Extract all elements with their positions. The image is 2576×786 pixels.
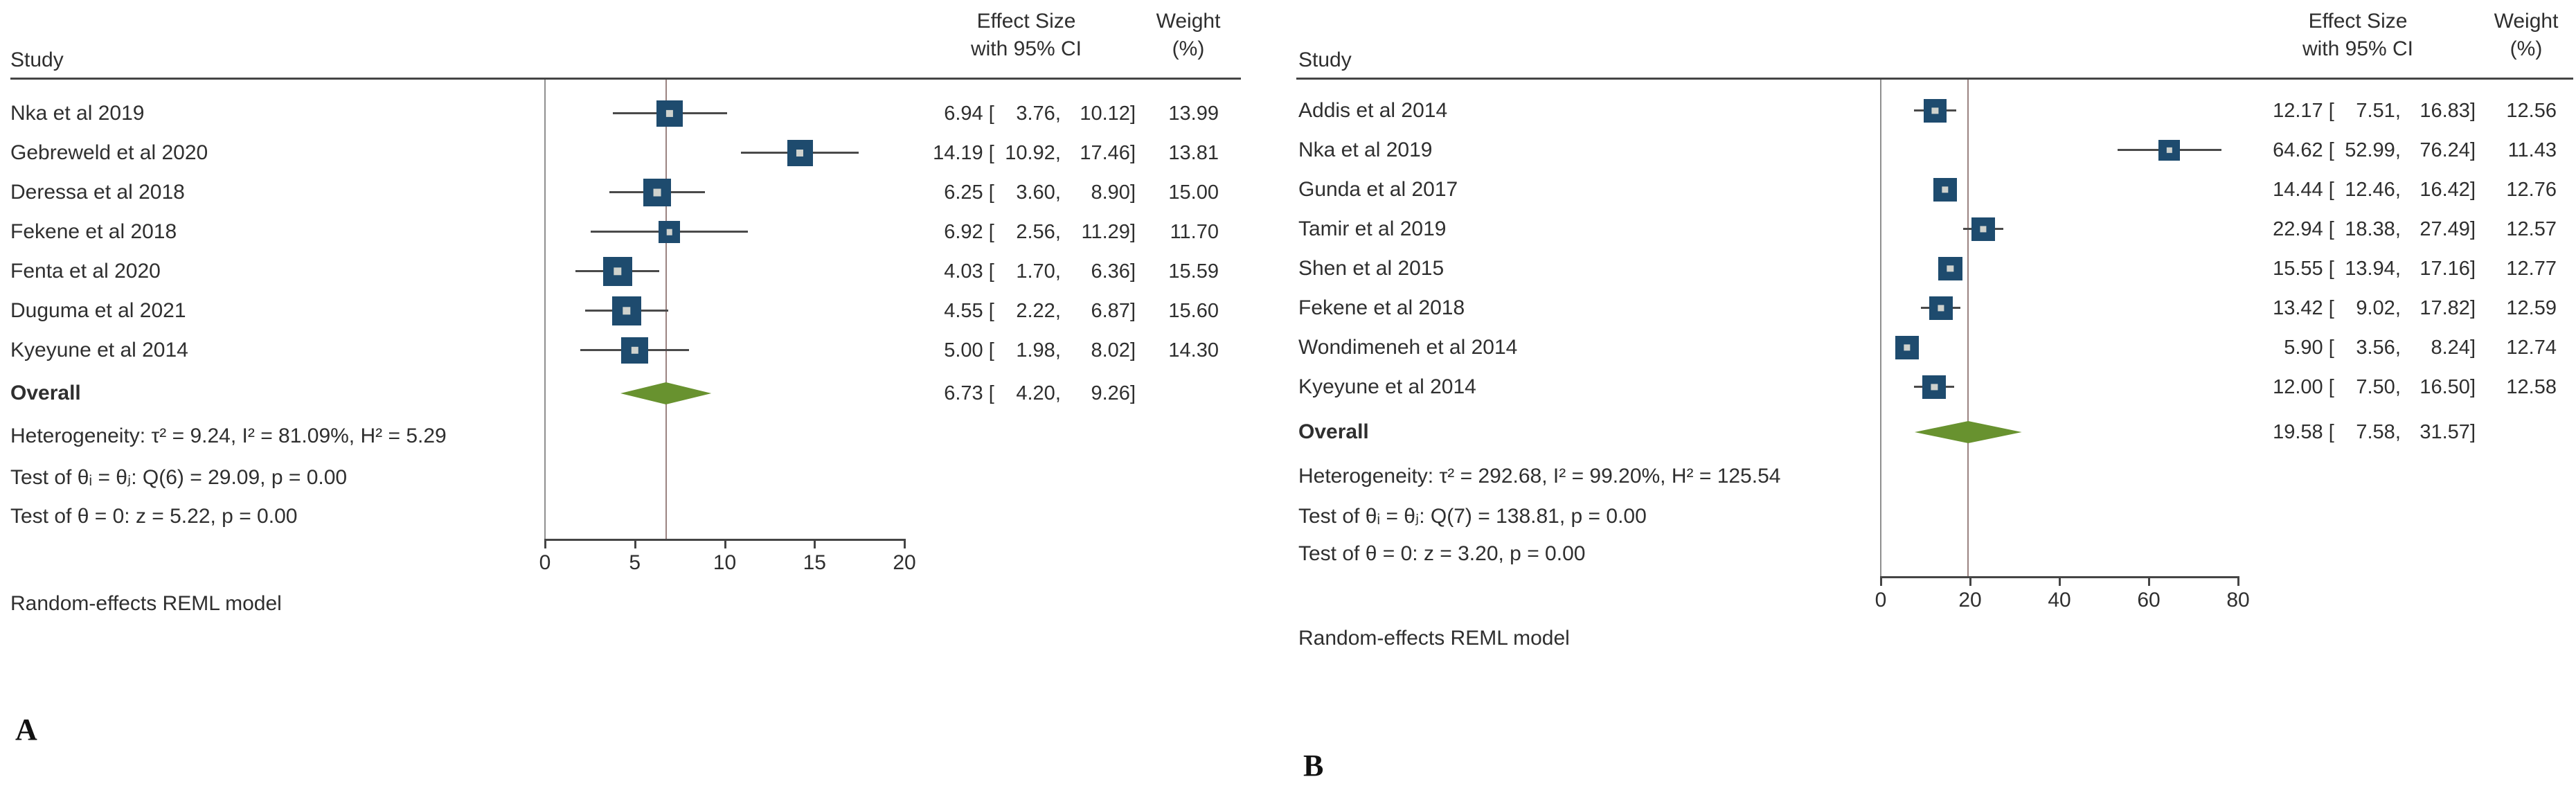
ci-high-value: 10.12: [1080, 102, 1130, 125]
study-column-header: Study: [10, 48, 64, 71]
effect-value: 22.94: [2273, 218, 2323, 240]
bracket-close: ]: [1129, 300, 1136, 322]
panel-letter: B: [1303, 749, 1324, 783]
ci-low-value: 52.99: [2345, 139, 2395, 161]
axis-tick-label: 0: [539, 551, 551, 574]
weight-cell: 15.00: [1168, 181, 1219, 204]
model-note: Random-effects REML model: [1298, 627, 1570, 650]
axis-tick: [1880, 576, 1882, 586]
overall-label: Overall: [10, 382, 81, 404]
panel-letter: A: [15, 713, 37, 747]
effect-square-dot: [2167, 148, 2172, 153]
weight-cell: 11.70: [1170, 221, 1219, 243]
effect-size-cell: [2237, 176, 2476, 204]
axis-tick-label: 40: [2048, 589, 2071, 611]
z-test-text: Test of θ = 0: z = 5.22, p = 0.00: [10, 505, 298, 528]
comma: ,: [2395, 297, 2406, 319]
bracket-close: ]: [1129, 382, 1136, 404]
bracket-open: [: [983, 300, 1000, 322]
ci-low-value: 1.70: [1016, 260, 1055, 283]
ci-high-value: 17.16: [2420, 258, 2470, 280]
bracket-open: [: [2323, 179, 2340, 201]
comma: ,: [1055, 142, 1066, 164]
weight-cell: 13.81: [1168, 142, 1219, 164]
effect-size-cell: [2237, 255, 2476, 283]
ci-high-value: 9.26: [1091, 382, 1130, 404]
effect-value: 64.62: [2273, 139, 2323, 161]
bracket-close: ]: [2469, 337, 2476, 359]
effect-square-dot: [1947, 265, 1953, 271]
weight-header-line1: Weight: [1156, 10, 1221, 33]
bracket-close: ]: [1129, 260, 1136, 283]
bracket-open: [: [2323, 218, 2340, 240]
ci-low-value: 4.20: [1016, 382, 1055, 404]
ci-high-value: 11.29: [1081, 221, 1130, 243]
effect-square-dot: [1904, 344, 1910, 350]
zero-line: [1880, 80, 1881, 576]
bracket-close: ]: [1129, 221, 1136, 243]
comma: ,: [2395, 258, 2406, 280]
ci-high-value: 17.46: [1080, 142, 1130, 164]
axis-tick: [1969, 576, 1971, 586]
ci-high-value: 8.90: [1091, 181, 1130, 204]
effect-value: 14.44: [2273, 179, 2323, 201]
ci-high-value: 8.02: [1091, 339, 1130, 361]
bracket-close: ]: [2469, 297, 2476, 319]
effect-value: 5.00: [944, 339, 983, 361]
weight-cell: 12.74: [2506, 337, 2557, 359]
effect-size-cell: [2237, 97, 2476, 125]
comma: ,: [2395, 179, 2406, 201]
bracket-open: [: [2323, 421, 2340, 443]
axis-tick-label: 60: [2137, 589, 2161, 611]
bracket-open: [: [983, 382, 1000, 404]
axis-tick-label: 10: [713, 551, 737, 574]
overall-effect-line: [1967, 80, 1969, 576]
ci-low-value: 3.60: [1016, 181, 1055, 204]
effect-value: 6.92: [944, 221, 983, 243]
axis-tick-label: 20: [893, 551, 916, 574]
axis-tick-label: 20: [1958, 589, 1982, 611]
ci-high-value: 16.42: [2420, 179, 2470, 201]
effect-value: 6.25: [944, 181, 983, 204]
ci-low-value: 2.22: [1016, 300, 1055, 322]
ci-high-value: 76.24: [2420, 139, 2470, 161]
bracket-close: ]: [2469, 376, 2476, 398]
study-label: Addis et al 2014: [1298, 99, 1448, 122]
z-test-text: Test of θ = 0: z = 3.20, p = 0.00: [1298, 542, 1586, 565]
weight-cell: 14.30: [1168, 339, 1219, 361]
comma: ,: [1055, 260, 1066, 283]
ci-low-value: 9.02: [2356, 297, 2395, 319]
bracket-open: [: [983, 142, 1000, 164]
bracket-close: ]: [2469, 218, 2476, 240]
effect-value: 6.94: [944, 102, 983, 125]
axis-tick-label: 5: [629, 551, 641, 574]
bracket-open: [: [983, 339, 1000, 361]
effect-value: 6.73: [944, 382, 983, 404]
heterogeneity-text: Heterogeneity: τ² = 292.68, I² = 99.20%, H² = 125.54: [1298, 465, 1781, 488]
ci-low-value: 3.76: [1016, 102, 1055, 125]
effect-value: 19.58: [2273, 421, 2323, 443]
bracket-close: ]: [2469, 100, 2476, 122]
bracket-open: [: [2323, 337, 2340, 359]
weight-cell: 12.76: [2506, 179, 2557, 201]
effect-size-cell: [2237, 334, 2476, 361]
effect-square-dot: [1932, 107, 1938, 114]
comma: ,: [2395, 218, 2406, 240]
effect-value: 12.17: [2273, 100, 2323, 122]
weight-cell: 11.43: [2507, 139, 2557, 161]
weight-cell: 12.77: [2506, 258, 2557, 280]
effect-size-cell: [2237, 373, 2476, 401]
comma: ,: [2395, 376, 2406, 398]
effect-square: [1971, 217, 1995, 241]
effect-square: [1929, 296, 1953, 320]
comma: ,: [2395, 337, 2406, 359]
study-label: Nka et al 2019: [10, 102, 145, 125]
axis-tick-label: 80: [2226, 589, 2250, 611]
weight-cell: 12.56: [2506, 100, 2557, 122]
ci-low-value: 3.56: [2356, 337, 2395, 359]
bracket-close: ]: [1129, 102, 1136, 125]
effect-size-cell: [2237, 136, 2476, 164]
bracket-open: [: [983, 260, 1000, 283]
bracket-open: [: [2323, 258, 2340, 280]
weight-cell: 13.99: [1168, 102, 1219, 125]
bracket-open: [: [983, 221, 1000, 243]
effect-square: [1895, 336, 1919, 359]
axis-tick: [2148, 576, 2150, 586]
ci-high-value: 8.24: [2431, 337, 2470, 359]
ci-high-value: 16.50: [2420, 376, 2470, 398]
effect-square-dot: [1980, 226, 1986, 232]
effect-size-cell: [2237, 294, 2476, 322]
bracket-close: ]: [1129, 181, 1136, 204]
effect-square: [1922, 375, 1946, 399]
bracket-close: ]: [2469, 139, 2476, 161]
model-note: Random-effects REML model: [10, 592, 282, 615]
bracket-close: ]: [2469, 179, 2476, 201]
bracket-open: [: [983, 181, 1000, 204]
ci-high-value: 6.87: [1091, 300, 1130, 322]
study-label: Tamir et al 2019: [1298, 217, 1447, 240]
study-label: Gunda et al 2017: [1298, 178, 1458, 201]
bracket-open: [: [2323, 376, 2340, 398]
effect-size-cell: [2237, 418, 2476, 446]
comma: ,: [2395, 139, 2406, 161]
effect-value: 14.19: [933, 142, 983, 164]
effect-square-dot: [1931, 384, 1938, 390]
weight-cell: 15.59: [1168, 260, 1219, 283]
bracket-close: ]: [2469, 421, 2476, 443]
ci-low-value: 18.38: [2345, 218, 2395, 240]
study-label: Kyeyune et al 2014: [10, 339, 188, 361]
ci-low-value: 1.98: [1016, 339, 1055, 361]
bracket-open: [: [983, 102, 1000, 125]
comma: ,: [1055, 300, 1066, 322]
weight-cell: 12.57: [2506, 218, 2557, 240]
effect-square: [1938, 257, 1962, 280]
bracket-close: ]: [1129, 339, 1136, 361]
effect-value: 5.90: [2284, 337, 2323, 359]
effect-size-header-line2: with 95% CI: [2302, 37, 2414, 60]
heterogeneity-text: Heterogeneity: τ² = 9.24, I² = 81.09%, H² = 5.29: [10, 425, 447, 447]
header-rule: [1296, 78, 2573, 80]
effect-square: [2158, 140, 2180, 161]
axis-tick: [2059, 576, 2061, 586]
bracket-open: [: [2323, 100, 2340, 122]
comma: ,: [1055, 339, 1066, 361]
effect-value: 13.42: [2273, 297, 2323, 319]
ci-high-value: 27.49: [2420, 218, 2470, 240]
study-column-header: Study: [1298, 48, 1352, 71]
effect-value: 15.55: [2273, 258, 2323, 280]
effect-square: [1933, 178, 1957, 202]
bracket-close: ]: [2469, 258, 2476, 280]
study-label: Fekene et al 2018: [10, 220, 177, 243]
study-label: Duguma et al 2021: [10, 299, 186, 322]
study-label: Shen et al 2015: [1298, 257, 1444, 280]
effect-size-header-line1: Effect Size: [2308, 10, 2408, 33]
bracket-open: [: [2323, 297, 2340, 319]
overall-diamond: [1915, 421, 2022, 443]
weight-cell: 12.59: [2506, 297, 2557, 319]
effect-square-dot: [1942, 186, 1948, 193]
bracket-close: ]: [1129, 142, 1136, 164]
theta-test-text: Test of θᵢ = θⱼ: Q(6) = 29.09, p = 0.00: [10, 466, 348, 489]
comma: ,: [1055, 221, 1066, 243]
comma: ,: [2395, 421, 2406, 443]
effect-value: 4.55: [944, 300, 983, 322]
ci-low-value: 7.50: [2356, 376, 2395, 398]
axis-tick-label: 15: [803, 551, 826, 574]
weight-header-line2: (%): [2510, 37, 2543, 60]
effect-size-header-line2: with 95% CI: [970, 37, 1082, 60]
ci-high-value: 16.83: [2420, 100, 2470, 122]
effect-value: 12.00: [2273, 376, 2323, 398]
effect-square: [1924, 99, 1947, 123]
ci-low-value: 12.46: [2345, 179, 2395, 201]
comma: ,: [1055, 382, 1066, 404]
ci-low-value: 13.94: [2345, 258, 2395, 280]
weight-cell: 15.60: [1168, 300, 1219, 322]
axis-tick-label: 0: [1875, 589, 1887, 611]
effect-size-cell: [2237, 215, 2476, 243]
ci-high-value: 31.57: [2420, 421, 2470, 443]
study-label: Wondimeneh et al 2014: [1298, 336, 1518, 359]
study-label: Deressa et al 2018: [10, 181, 185, 204]
study-label: Gebreweld et al 2020: [10, 141, 208, 164]
weight-cell: 12.58: [2506, 376, 2557, 398]
theta-test-text: Test of θᵢ = θⱼ: Q(7) = 138.81, p = 0.00: [1298, 505, 1647, 528]
weight-header-line1: Weight: [2494, 10, 2559, 33]
effect-square-dot: [1938, 305, 1944, 311]
bracket-open: [: [2323, 139, 2340, 161]
ci-high-value: 17.82: [2420, 297, 2470, 319]
comma: ,: [1055, 102, 1066, 125]
ci-low-value: 7.58: [2356, 421, 2395, 443]
ci-low-value: 7.51: [2356, 100, 2395, 122]
comma: ,: [2395, 100, 2406, 122]
ci-low-value: 2.56: [1016, 221, 1055, 243]
overall-label: Overall: [1298, 420, 1369, 443]
ci-low-value: 10.92: [1005, 142, 1055, 164]
study-label: Nka et al 2019: [1298, 139, 1433, 161]
comma: ,: [1055, 181, 1066, 204]
study-label: Kyeyune et al 2014: [1298, 375, 1476, 398]
ci-high-value: 6.36: [1091, 260, 1130, 283]
axis-tick: [2237, 576, 2239, 586]
effect-size-header-line1: Effect Size: [976, 10, 1076, 33]
study-label: Fenta et al 2020: [10, 260, 161, 283]
weight-header-line2: (%): [1172, 37, 1205, 60]
effect-value: 4.03: [944, 260, 983, 283]
study-label: Fekene et al 2018: [1298, 296, 1465, 319]
